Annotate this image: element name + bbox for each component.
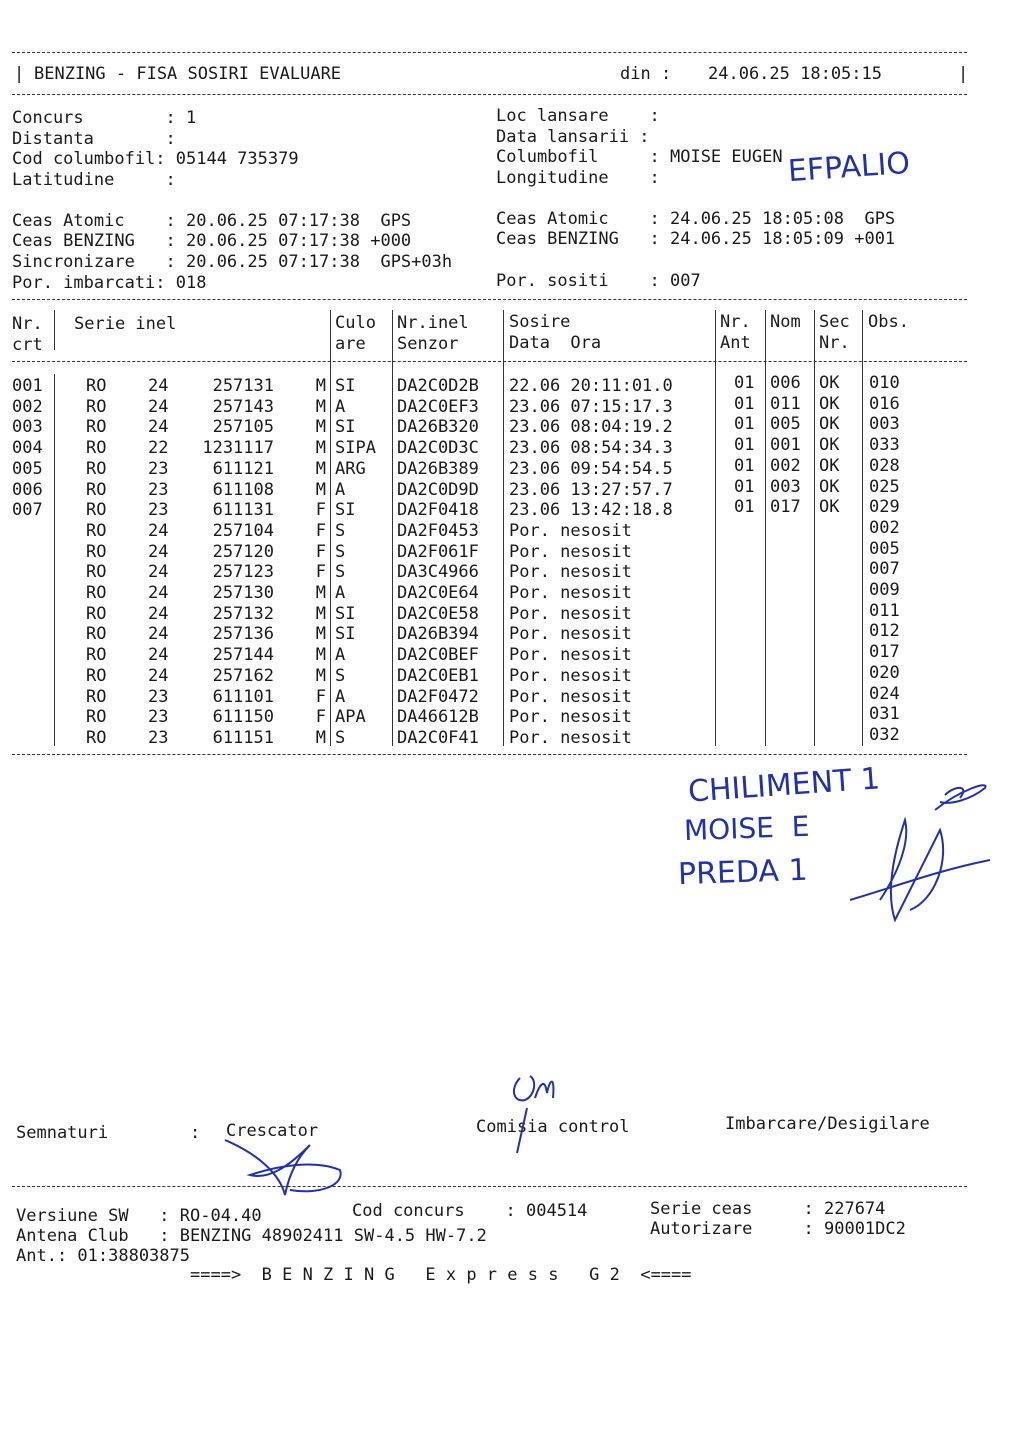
cell-arrival: Por. nesosit — [509, 707, 632, 728]
cell-crt: 007 — [12, 500, 43, 521]
cell-color: A — [335, 479, 346, 500]
cell-sex: M — [315, 396, 326, 417]
cell-sec: OK — [819, 393, 840, 414]
cell-obs: 016 — [869, 393, 900, 414]
cell-ring-number: 611121 — [212, 458, 274, 479]
start-benzing-clock: Ceas BENZING : 20.06.25 07:17:38 +000 — [12, 231, 412, 251]
cell-antenna: 01 — [734, 455, 755, 476]
cell-color: A — [335, 645, 346, 666]
col-nrant-header: Nr. — [720, 312, 751, 332]
end-atomic-clock: Ceas Atomic : 24.06.25 18:05:08 GPS — [496, 209, 896, 229]
cell-ring-number: 257143 — [212, 396, 274, 417]
cell-antenna: 01 — [734, 414, 755, 435]
cell-sensor: DA2C0F41 — [397, 727, 479, 748]
cell-color: SI — [335, 603, 356, 624]
cell-country: RO — [86, 376, 107, 396]
cell-arrival: Por. nesosit — [509, 686, 632, 707]
cell-arrival: Por. nesosit — [509, 665, 632, 686]
cell-color: SI — [335, 376, 356, 396]
cell-year: 24 — [148, 417, 169, 438]
header-bottom-rule — [12, 94, 967, 95]
handwritten-note-2: MOISE E — [683, 809, 810, 848]
cell-color: S — [335, 520, 346, 541]
cell-arrival: Por. nesosit — [509, 624, 632, 645]
cell-sensor: DA26B394 — [397, 624, 479, 645]
cell-antenna: 01 — [734, 497, 755, 518]
cell-sex: M — [315, 376, 326, 396]
cell-arrival: Por. nesosit — [509, 520, 632, 541]
handwritten-signature-right — [840, 760, 1000, 940]
cell-sex: M — [315, 603, 326, 624]
cell-sensor: DA2F0418 — [397, 500, 479, 521]
cell-sex: M — [315, 583, 326, 603]
cell-crt: 004 — [12, 438, 43, 459]
table-header-rule — [12, 361, 967, 362]
cell-country: RO — [86, 645, 107, 666]
footer-rule — [12, 1186, 967, 1187]
cell-sex: F — [315, 707, 326, 728]
cell-obs: 025 — [869, 476, 900, 497]
cell-sex: M — [315, 458, 326, 479]
cell-sex: F — [315, 520, 326, 541]
cell-sec: OK — [819, 373, 840, 393]
cell-country: RO — [86, 541, 107, 562]
cell-sex: M — [315, 417, 326, 438]
table-bottom-rule — [12, 754, 967, 755]
data-lansarii-field: Data lansarii : — [496, 127, 650, 147]
cell-sensor: DA2F0453 — [397, 520, 479, 541]
distanta-field: Distanta : — [12, 129, 176, 149]
end-benzing-clock: Ceas BENZING : 24.06.25 18:05:09 +001 — [496, 229, 896, 249]
cell-sec: OK — [819, 497, 840, 518]
serie-ceas: Serie ceas : 227674 — [650, 1199, 886, 1219]
cell-obs: 017 — [869, 642, 900, 663]
cell-ring-number: 257120 — [212, 541, 274, 562]
cell-ring-number: 257104 — [212, 520, 274, 541]
cell-arrival: Por. nesosit — [509, 541, 632, 562]
cell-ring-number: 611151 — [212, 727, 274, 748]
cell-obs: 011 — [869, 600, 900, 621]
cell-crt: 005 — [12, 458, 43, 479]
pigeons-boarded: Por. imbarcati: 018 — [12, 273, 207, 293]
document-title: BENZING - FISA SOSIRI EVALUARE — [34, 64, 342, 84]
cell-ring-number: 611108 — [212, 479, 274, 500]
cell-sex: M — [315, 479, 326, 500]
col-senzor-header: Senzor — [397, 334, 459, 354]
cell-color: S — [335, 665, 346, 686]
cell-obs: 033 — [869, 435, 900, 456]
col-secnr-header: Nr. — [819, 333, 850, 353]
header-right-bar: | — [958, 64, 969, 84]
cell-sensor: DA2C0D3C — [397, 438, 479, 459]
cell-sensor: DA2C0E64 — [397, 583, 479, 603]
col-sec-header: Sec — [819, 312, 850, 332]
cell-country: RO — [86, 583, 107, 603]
crescator-signature — [220, 1125, 350, 1200]
cell-sensor: DA2C0BEF — [397, 645, 479, 666]
print-date-label: din : — [620, 64, 672, 84]
cell-antenna: 01 — [734, 476, 755, 497]
cell-color: APA — [335, 707, 366, 728]
cell-obs: 012 — [869, 621, 900, 642]
loc-lansare-field: Loc lansare : — [496, 106, 660, 126]
cell-arrival: 23.06 07:15:17.3 — [509, 396, 673, 417]
cell-sec: OK — [819, 455, 840, 476]
cell-obs: 002 — [869, 517, 900, 538]
cell-color: ARG — [335, 458, 366, 479]
cell-nom: 005 — [770, 414, 801, 435]
cell-sensor: DA26B389 — [397, 458, 479, 479]
cell-ring-number: 257123 — [212, 562, 274, 583]
cell-arrival: 22.06 20:11:01.0 — [509, 376, 673, 396]
sep-nom — [765, 310, 766, 746]
sep-sosire — [503, 310, 504, 746]
sep-senzor — [392, 310, 393, 746]
col-ant-header: Ant — [720, 333, 751, 353]
cell-obs: 007 — [869, 559, 900, 580]
col-serie-header: Serie inel — [74, 314, 177, 334]
antenna-id: Ant.: 01:38803875 — [16, 1246, 190, 1266]
cell-arrival: 23.06 08:54:34.3 — [509, 438, 673, 459]
cell-ring-number: 257131 — [212, 376, 274, 396]
cell-obs: 003 — [869, 414, 900, 435]
cell-sensor: DA26B320 — [397, 417, 479, 438]
cell-sex: M — [315, 438, 326, 459]
cell-year: 24 — [148, 645, 169, 666]
cod-concurs: Cod concurs : 004514 — [352, 1201, 588, 1221]
cell-year: 23 — [148, 479, 169, 500]
cell-color: S — [335, 727, 346, 748]
cell-year: 24 — [148, 520, 169, 541]
cell-sex: M — [315, 624, 326, 645]
cell-year: 24 — [148, 562, 169, 583]
cell-year: 24 — [148, 603, 169, 624]
cell-obs: 028 — [869, 455, 900, 476]
software-version: Versiune SW : RO-04.40 — [16, 1206, 262, 1226]
cell-arrival: 23.06 08:04:19.2 — [509, 417, 673, 438]
cell-sex: F — [315, 562, 326, 583]
cell-ring-number: 257136 — [212, 624, 274, 645]
cell-sex: F — [315, 500, 326, 521]
cell-color: SI — [335, 417, 356, 438]
cell-sec: OK — [819, 414, 840, 435]
cell-arrival: 23.06 13:27:57.7 — [509, 479, 673, 500]
cell-color: SI — [335, 624, 356, 645]
cell-country: RO — [86, 500, 107, 521]
sync-clock: Sincronizare : 20.06.25 07:17:38 GPS+03h — [12, 252, 453, 272]
cell-obs: 024 — [869, 683, 900, 704]
cell-year: 24 — [148, 541, 169, 562]
col-nrinel-header: Nr.inel — [397, 313, 469, 333]
signature-imbarcare-label: Imbarcare/Desigilare — [725, 1114, 930, 1134]
start-atomic-clock: Ceas Atomic : 20.06.25 07:17:38 GPS — [12, 211, 412, 231]
cell-sensor: DA2C0D2B — [397, 376, 479, 396]
cell-sex: M — [315, 645, 326, 666]
cell-nom: 006 — [770, 373, 801, 393]
signatures-label: Semnaturi — [16, 1123, 109, 1143]
cell-ring-number: 611101 — [212, 686, 274, 707]
sep-ant — [715, 310, 716, 746]
cell-sec: OK — [819, 476, 840, 497]
cell-sensor: DA2C0E58 — [397, 603, 479, 624]
col-crt-header: crt — [12, 335, 43, 355]
cell-obs: 031 — [869, 704, 900, 725]
table-top-rule — [12, 299, 967, 300]
cell-arrival: 23.06 13:42:18.8 — [509, 500, 673, 521]
col-obs-header: Obs. — [868, 312, 909, 332]
cell-color: S — [335, 541, 346, 562]
cell-year: 24 — [148, 665, 169, 686]
cell-color: A — [335, 686, 346, 707]
col-sosire-header: Sosire — [509, 312, 571, 332]
col-nom-header: Nom — [770, 312, 801, 332]
cell-ring-number: 257162 — [212, 665, 274, 686]
cell-year: 23 — [148, 727, 169, 748]
cell-sensor: DA2F061F — [397, 541, 479, 562]
cell-obs: 010 — [869, 373, 900, 393]
cell-arrival: Por. nesosit — [509, 583, 632, 603]
cell-country: RO — [86, 727, 107, 748]
cell-country: RO — [86, 603, 107, 624]
cell-sex: F — [315, 686, 326, 707]
cell-arrival: Por. nesosit — [509, 727, 632, 748]
cell-year: 24 — [148, 624, 169, 645]
col-nr-header: Nr. — [12, 314, 43, 334]
signature-crescator-label: Crescator — [226, 1121, 319, 1141]
col-dataora-header: Data Ora — [509, 333, 602, 353]
autorizare: Autorizare : 90001DC2 — [650, 1219, 906, 1239]
cell-country: RO — [86, 438, 107, 459]
sep-culoare — [330, 310, 331, 746]
cell-obs: 005 — [869, 538, 900, 559]
print-date-value: 24.06.25 18:05:15 — [708, 64, 882, 84]
cell-ring-number: 257144 — [212, 645, 274, 666]
cell-crt: 003 — [12, 417, 43, 438]
benzing-brand-line: ====> B E N Z I N G E x p r e s s G 2 <==== — [190, 1265, 692, 1285]
cell-color: S — [335, 562, 346, 583]
cell-antenna: 01 — [734, 373, 755, 393]
cell-year: 22 — [148, 438, 169, 459]
signatures-colon: : — [190, 1123, 201, 1143]
col-culo-header: Culo — [335, 313, 376, 333]
cell-color: SIPA — [335, 438, 376, 459]
cod-columbofil-field: Cod columbofil: 05144 735379 — [12, 149, 299, 169]
cell-antenna: 01 — [734, 393, 755, 414]
cell-nom: 001 — [770, 435, 801, 456]
cell-ring-number: 611150 — [212, 707, 274, 728]
header-left-bar: | — [14, 64, 25, 84]
cell-sex: M — [315, 665, 326, 686]
cell-nom: 011 — [770, 393, 801, 414]
cell-nom: 003 — [770, 476, 801, 497]
cell-year: 24 — [148, 396, 169, 417]
cell-country: RO — [86, 624, 107, 645]
cell-year: 23 — [148, 707, 169, 728]
cell-color: SI — [335, 500, 356, 521]
sep-obs — [862, 310, 863, 746]
cell-nom: 017 — [770, 497, 801, 518]
cell-sensor: DA46612B — [397, 707, 479, 728]
cell-country: RO — [86, 396, 107, 417]
sep-sec — [814, 310, 815, 746]
comisia-signature — [505, 1068, 565, 1158]
cell-nom: 002 — [770, 455, 801, 476]
cell-color: A — [335, 396, 346, 417]
cell-sensor: DA3C4966 — [397, 562, 479, 583]
cell-obs: 009 — [869, 580, 900, 600]
cell-obs: 032 — [869, 724, 900, 745]
longitudine-field: Longitudine : — [496, 168, 660, 188]
header-top-rule — [12, 52, 967, 53]
cell-sensor: DA2C0EB1 — [397, 665, 479, 686]
cell-arrival: 23.06 09:54:54.5 — [509, 458, 673, 479]
cell-year: 24 — [148, 583, 169, 603]
cell-sensor: DA2F0472 — [397, 686, 479, 707]
cell-sensor: DA2C0D9D — [397, 479, 479, 500]
cell-ring-number: 257130 — [212, 583, 274, 603]
cell-crt: 002 — [12, 396, 43, 417]
cell-year: 23 — [148, 458, 169, 479]
columbofil-field: Columbofil : MOISE EUGEN — [496, 147, 783, 167]
sep-header — [54, 310, 55, 350]
handwritten-name: EFPALIO — [786, 145, 912, 190]
cell-country: RO — [86, 458, 107, 479]
cell-country: RO — [86, 686, 107, 707]
cell-ring-number: 257132 — [212, 603, 274, 624]
cell-arrival: Por. nesosit — [509, 603, 632, 624]
cell-year: 24 — [148, 376, 169, 396]
cell-sex: M — [315, 727, 326, 748]
cell-crt: 006 — [12, 479, 43, 500]
cell-sex: F — [315, 541, 326, 562]
cell-country: RO — [86, 562, 107, 583]
cell-ring-number: 257105 — [212, 417, 274, 438]
cell-year: 23 — [148, 686, 169, 707]
antena-club: Antena Club : BENZING 48902411 SW-4.5 HW-7.2 — [16, 1226, 487, 1246]
cell-country: RO — [86, 479, 107, 500]
cell-obs: 020 — [869, 662, 900, 683]
col-are-header: are — [335, 334, 366, 354]
cell-sensor: DA2C0EF3 — [397, 396, 479, 417]
latitudine-field: Latitudine : — [12, 170, 176, 190]
cell-crt: 001 — [12, 376, 43, 396]
cell-sec: OK — [819, 435, 840, 456]
cell-year: 23 — [148, 500, 169, 521]
cell-country: RO — [86, 417, 107, 438]
handwritten-note-1: CHILIMENT 1 — [687, 761, 882, 810]
cell-antenna: 01 — [734, 435, 755, 456]
concurs-field: Concurs : 1 — [12, 108, 197, 128]
cell-ring-number: 1231117 — [202, 438, 274, 459]
cell-obs: 029 — [869, 497, 900, 518]
pigeons-arrived: Por. sositi : 007 — [496, 271, 701, 291]
cell-country: RO — [86, 665, 107, 686]
signature-comisia-label: Comisia control — [476, 1117, 630, 1137]
cell-color: A — [335, 583, 346, 603]
cell-country: RO — [86, 707, 107, 728]
cell-arrival: Por. nesosit — [509, 562, 632, 583]
sep-crt — [54, 374, 55, 746]
cell-arrival: Por. nesosit — [509, 645, 632, 666]
cell-country: RO — [86, 520, 107, 541]
cell-ring-number: 611131 — [212, 500, 274, 521]
handwritten-note-3: PREDA 1 — [677, 852, 809, 893]
